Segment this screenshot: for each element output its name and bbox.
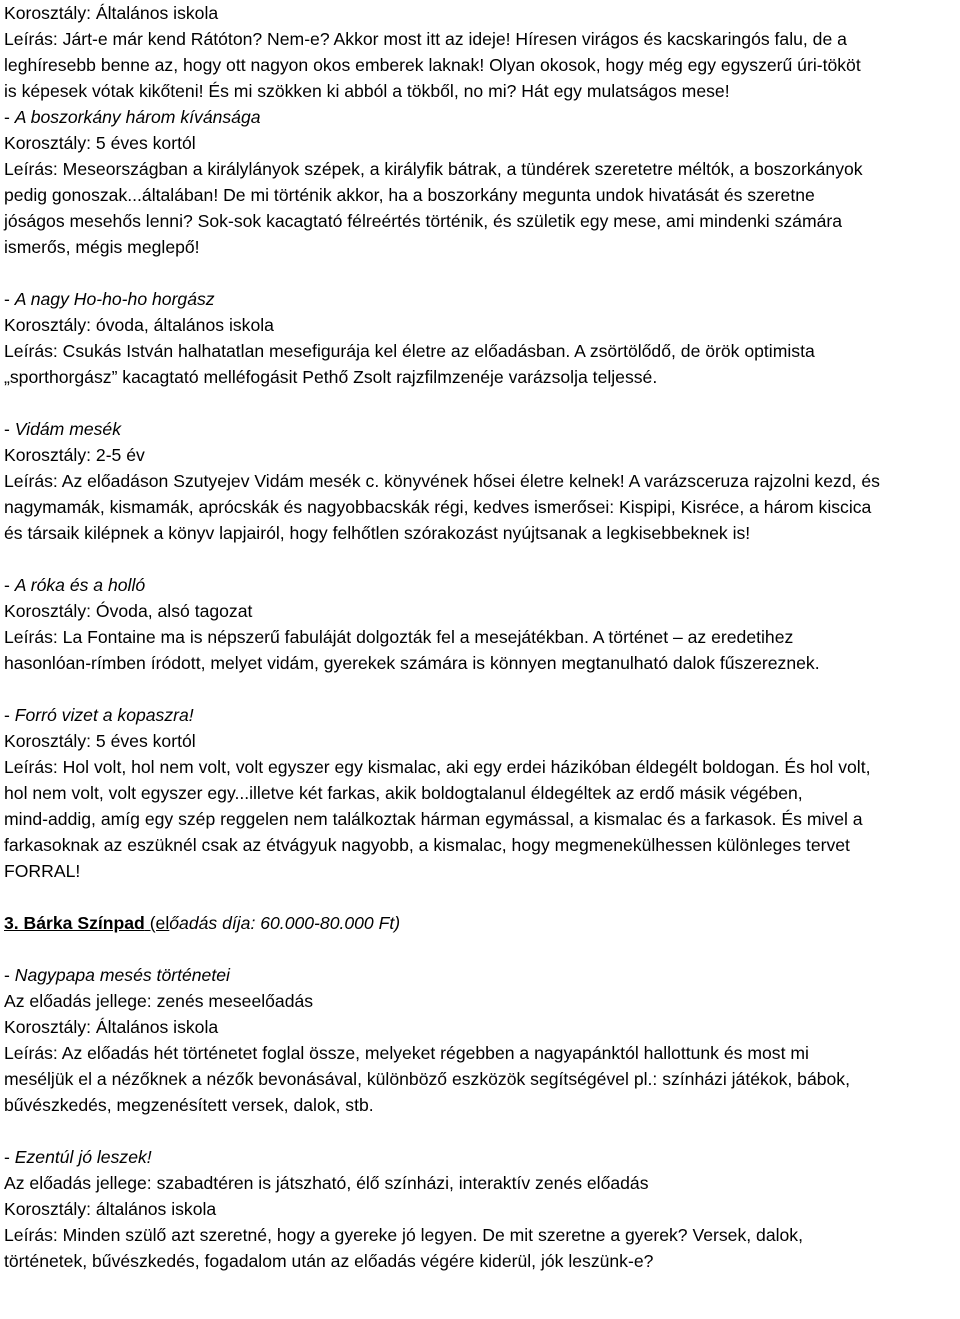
description-line: és társaik kilépnek a könyv lapjairól, hogy felhőtlen szórakozást nyújtsanak a legkisebbeknek is! — [4, 523, 751, 543]
description-line: Leírás: La Fontaine ma is népszerű fabuláját dolgozták fel a mesejátékban. A történet – az eredetihez — [4, 627, 794, 647]
entry-vidam-mesek — [4, 416, 956, 546]
title-dash: - — [4, 1147, 15, 1167]
show-title-line — [4, 286, 956, 312]
age-group-line: Korosztály: Óvoda, alsó tagozat — [4, 601, 253, 621]
show-title: Forró vizet a kopaszra! — [14, 705, 194, 725]
show-title-line — [4, 104, 956, 130]
age-group-line: Korosztály: óvoda, általános iskola — [4, 315, 274, 335]
entry-ezentul — [4, 1144, 956, 1274]
title-dash: - — [4, 575, 15, 595]
description-line: bűvészkedés, megzenésített versek, dalok, stb. — [4, 1095, 374, 1115]
section-heading: 3. Bárka Színpad — [4, 913, 145, 933]
description-line: mind-addig, amíg egy szép reggelen nem találkoztak hárman egymással, a kismalac és a farkasok. És mivel a — [4, 809, 863, 829]
entry-ratot — [4, 0, 956, 104]
age-group-line: Korosztály: 5 éves kortól — [4, 133, 196, 153]
entry-horgasz — [4, 286, 956, 390]
entry-forro-viz — [4, 702, 956, 884]
title-dash: - — [4, 705, 15, 725]
spacer — [4, 676, 956, 702]
description-line: „sporthorgász” kacagtató melléfogásit Pethő Zsolt rajzfilmzenéje varázsolja teljessé. — [4, 367, 658, 387]
show-title: A boszorkány három kívánsága — [14, 107, 261, 127]
fee-open: (el — [144, 913, 170, 933]
show-title-line — [4, 572, 956, 598]
description-line: Leírás: Meseországban a királylányok szépek, a királyfik bátrak, a tündérek szeretetre méltók, a boszorkányok — [4, 159, 863, 179]
section-heading-barka — [4, 910, 956, 936]
title-dash: - — [4, 107, 15, 127]
age-group-line: Korosztály: Általános iskola — [4, 1017, 219, 1037]
age-group-line: Korosztály: 2-5 év — [4, 445, 145, 465]
spacer — [4, 884, 956, 910]
show-title-line — [4, 1144, 956, 1170]
title-dash: - — [4, 289, 15, 309]
description-line: Leírás: Minden szülő azt szeretné, hogy a gyereke jó legyen. De mit szeretne a gyerek? Versek, dalok, — [4, 1225, 803, 1245]
title-dash: - — [4, 965, 15, 985]
description-line: Leírás: Az előadás hét történetet foglal össze, melyeket régebben a nagyapánktól hallottunk és most mi — [4, 1043, 809, 1063]
description-line: hasonlóan-rímben íródott, melyet vidám, gyerekek számára is könnyen megtanulható dalok fűszereznek. — [4, 653, 820, 673]
description-line: Leírás: Az előadáson Szutyejev Vidám mesék c. könyvének hősei életre kelnek! A varázsceruza rajzolni kezd, és — [4, 471, 880, 491]
spacer — [4, 936, 956, 962]
spacer — [4, 390, 956, 416]
show-title: Vidám mesék — [14, 419, 122, 439]
age-group-line: Korosztály: 5 éves kortól — [4, 731, 196, 751]
title-dash: - — [4, 419, 15, 439]
entry-roka-hollo — [4, 572, 956, 676]
show-title-line — [4, 702, 956, 728]
description-line: hol nem volt, volt egyszer egy...illetve két farkas, akik boldogtalanul éldegéltek az erdő másik végében, — [4, 783, 803, 803]
genre-line: Az előadás jellege: szabadtéren is játszható, élő színházi, interaktív zenés előadás — [4, 1173, 649, 1193]
show-title: A róka és a holló — [14, 575, 146, 595]
description-line: pedig gonoszak...általában! De mi történik akkor, ha a boszorkány megunta undok hivatását és szeretne — [4, 185, 815, 205]
show-title: Ezentúl jó leszek! — [14, 1147, 152, 1167]
description-line: leghíresebb benne az, hogy ott nagyon okos emberek laknak! Olyan okosok, hogy még egy egyszerű úri-tököt — [4, 55, 861, 75]
age-group-line: Korosztály: általános iskola — [4, 1199, 217, 1219]
description-line: Leírás: Járt-e már kend Rátóton? Nem-e? Akkor most itt az ideje! Híresen virágos és kacskaringós falu, de a — [4, 29, 847, 49]
spacer — [4, 546, 956, 572]
description-line: jóságos mesehős lenni? Sok-sok kacagtató félreértés történik, és születik egy mese, ami mindenki számára — [4, 211, 843, 231]
description-line: meséljük el a nézőknek a nézők bevonásával, különböző eszközök segítségével pl.: színházi játékok, bábok, — [4, 1069, 850, 1089]
genre-line: Az előadás jellege: zenés meseelőadás — [4, 991, 314, 1011]
show-title: A nagy Ho-ho-ho horgász — [14, 289, 215, 309]
show-title-line — [4, 962, 956, 988]
show-title-line — [4, 416, 956, 442]
description-line: Leírás: Csukás István halhatatlan mesefigurája kel életre az előadásban. A zsörtölődő, de örök optimista — [4, 341, 815, 361]
description-line: ismerős, mégis meglepő! — [4, 237, 200, 257]
description-line: FORRAL! — [4, 861, 81, 881]
spacer — [4, 260, 956, 286]
show-title: Nagypapa mesés történetei — [14, 965, 230, 985]
entry-boszorkany — [4, 104, 956, 260]
fee-text: őadás díja: 60.000-80.000 Ft) — [169, 913, 401, 933]
section-heading-line — [4, 910, 956, 936]
entry-nagypapa — [4, 962, 956, 1118]
description-line: farkasoknak az eszüknél csak az étvágyuk nagyobb, a kismalac, hogy megmenekülhessen különleges tervet — [4, 835, 850, 855]
age-group-line: Korosztály: Általános iskola — [4, 3, 219, 23]
description-line: nagymamák, kismamák, aprócskák és nagyobbacskák régi, kedves ismerősei: Kispipi, Kisréce, a három kiscica — [4, 497, 872, 517]
description-line: Leírás: Hol volt, hol nem volt, volt egyszer egy kismalac, aki egy erdei házikóban éldegélt boldogan. És hol volt, — [4, 757, 871, 777]
description-line: történetek, bűvészkedés, fogadalom után az előadás végére kiderül, jók leszünk-e? — [4, 1251, 654, 1271]
spacer — [4, 1118, 956, 1144]
description-line: is képesek vótak kikőteni! És mi szökken ki abból a tökből, no mi? Hát egy mulatságos mese! — [4, 81, 730, 101]
